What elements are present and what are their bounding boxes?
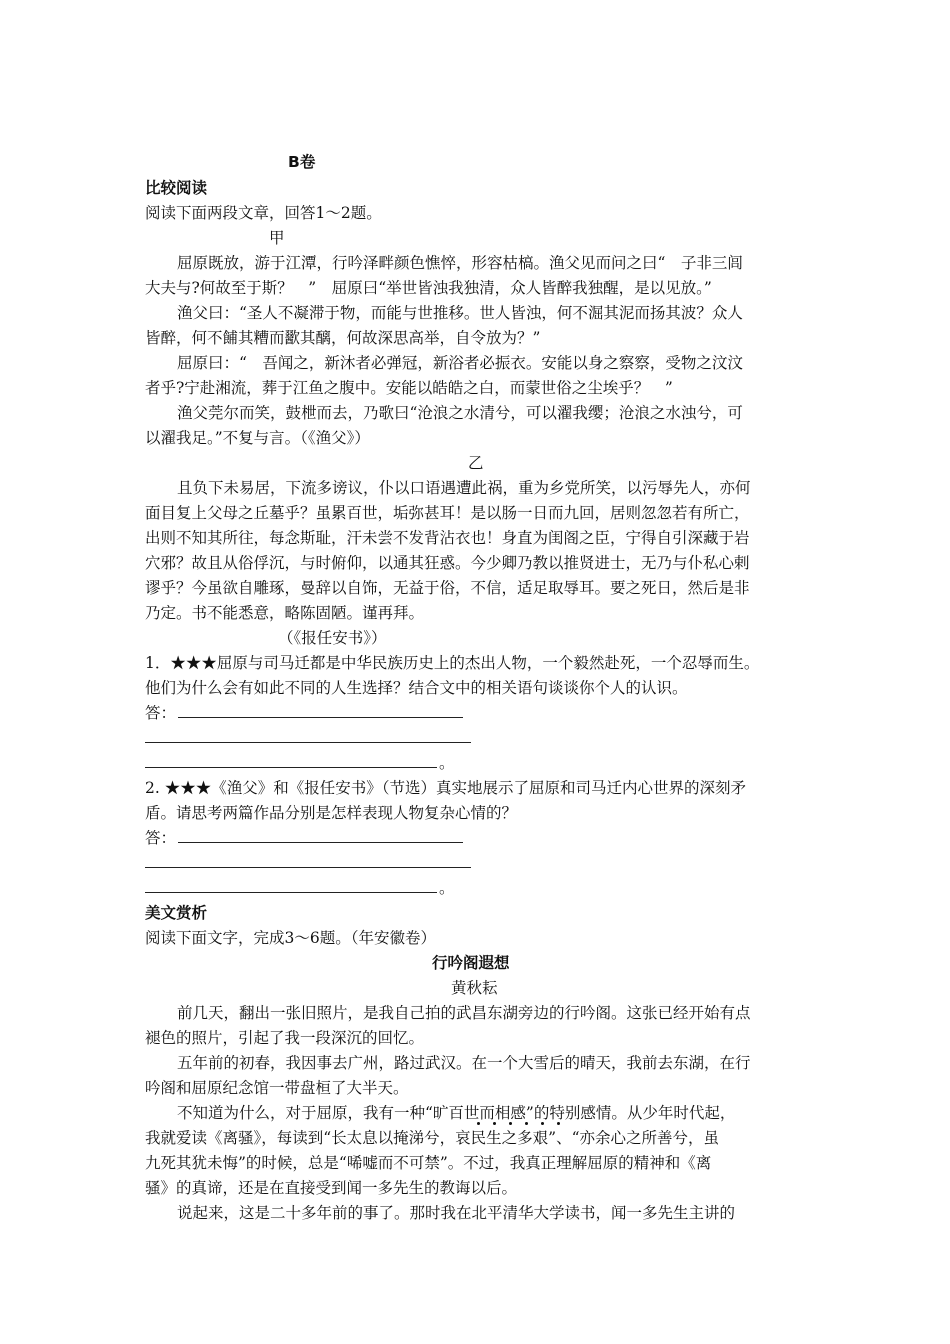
passage-b-label: 乙 bbox=[468, 454, 484, 472]
emphasis-dot bbox=[557, 1122, 560, 1125]
answer-1-line[interactable] bbox=[178, 717, 463, 718]
essay-line: 说起来，这是二十多年前的事了。那时我在北平清华大学读书，闻一多先生主讲的 bbox=[177, 1204, 736, 1222]
passage-b-line: 面目复上父母之丘墓乎？虽累百世，垢弥甚耳！是以肠一日而九回，居则忽忽若有所亡， bbox=[145, 504, 750, 522]
essay-line: 前几天，翻出一张旧照片，是我自己拍的武昌东湖旁边的行吟阁。这张已经开始有点 bbox=[177, 1004, 751, 1022]
passage-b-source: （《报任安书》） bbox=[278, 629, 387, 647]
essay-line: 褪色的照片，引起了我一段深沉的回忆。 bbox=[145, 1029, 425, 1047]
passage-a-line: 大夫与?何故至于斯？ ” 屈原曰“举世皆浊我独清，众人皆醉我独醒，是以见放。” bbox=[145, 279, 712, 297]
answer-1-line[interactable] bbox=[145, 767, 437, 768]
answer-2-line[interactable] bbox=[145, 867, 471, 868]
passage-b-line: 出则不知其所往，每念斯耻，汗未尝不发背沾衣也！身直为闺阁之臣，宁得自引深藏于岩 bbox=[145, 529, 750, 547]
answer-1-line[interactable] bbox=[145, 742, 471, 743]
passage-a-line: 渔父莞尔而笑，鼓枻而去，乃歌曰“沧浪之水清兮，可以濯我缨；沧浪之水浊兮，可 bbox=[177, 404, 743, 422]
emphasis-dot bbox=[477, 1122, 480, 1125]
essay-title: 行吟阁遐想 bbox=[432, 954, 510, 972]
question-1-line: 1．★★★屈原与司马迁都是中华民族历史上的杰出人物，一个毅然赴死，一个忍辱而生。 bbox=[145, 654, 760, 672]
passage-a-line: 以濯我足。”不复与言。（《渔父》） bbox=[145, 429, 370, 447]
essay-line: 五年前的初春，我因事去广州，路过武汉。在一个大雪后的晴天，我前去东湖，在行 bbox=[177, 1054, 751, 1072]
essay-line: 骚》的真谛，还是在直接受到闻一多先生的教诲以后。 bbox=[145, 1179, 518, 1197]
essay-line: 九死其犹未悔”的时候，总是“唏嘘而不可禁”。不过，我真正理解屈原的精神和《离 bbox=[145, 1154, 712, 1172]
passage-a-line: 屈原曰：“ 吾闻之，新沐者必弹冠，新浴者必振衣。安能以身之察察，受物之汶汶 bbox=[177, 354, 743, 372]
question-1-line: 他们为什么会有如此不同的人生选择？结合文中的相关语句谈谈你个人的认识。 bbox=[145, 679, 688, 697]
comparative-reading-heading: 比较阅读 bbox=[145, 179, 208, 197]
answer-2-line[interactable] bbox=[178, 842, 463, 843]
question-2-line: 2. ★★★《渔父》和《报任安书》（节选）真实地展示了屈原和司马迁内心世界的深刻矛 bbox=[145, 779, 746, 797]
essay-line: 不知道为什么，对于屈原，我有一种“旷百世而相感”的特别感情。从少年时代起， bbox=[177, 1104, 736, 1122]
passage-b-line: 且负下未易居，下流多谤议，仆以口语遇遭此祸，重为乡党所笑，以污辱先人，亦何 bbox=[177, 479, 751, 497]
emphasis-dot bbox=[493, 1122, 496, 1125]
answer-2-period: 。 bbox=[439, 879, 455, 897]
appreciation-heading: 美文赏析 bbox=[145, 904, 208, 922]
passage-a-line: 者乎?宁赴湘流，葬于江鱼之腹中。安能以皓皓之白，而蒙世俗之尘埃乎？ ” bbox=[145, 379, 673, 397]
essay-author: 黄秋耘 bbox=[451, 979, 498, 997]
answer-1-label: 答： bbox=[145, 704, 177, 722]
passage-b-line: 乃定。书不能悉意，略陈固陋。谨再拜。 bbox=[145, 604, 425, 622]
essay-line: 吟阁和屈原纪念馆一带盘桓了大半天。 bbox=[145, 1079, 409, 1097]
passage-a-line: 渔父曰：“圣人不凝滞于物，而能与世推移。世人皆浊，何不淈其泥而扬其波？众人 bbox=[177, 304, 743, 322]
passage-a-line: 皆醉，何不餔其糟而歠其醨，何故深思高举，自令放为？” bbox=[145, 329, 541, 347]
emphasis-dot bbox=[541, 1122, 544, 1125]
passage-b-line: 谬乎？今虽欲自雕琢，曼辞以自饰，无益于俗，不信，适足取辱耳。要之死日，然后是非 bbox=[145, 579, 750, 597]
passage-a-label: 甲 bbox=[269, 229, 285, 247]
volume-title: B卷 bbox=[288, 153, 316, 171]
answer-2-label: 答： bbox=[145, 829, 177, 847]
passage-a-line: 屈原既放，游于江潭，行吟泽畔颜色憔悴，形容枯槁。渔父见而问之曰“ 子非三闾 bbox=[177, 254, 743, 272]
comparative-reading-instruction: 阅读下面两段文章，回答1～2题。 bbox=[145, 204, 382, 222]
emphasis-dot bbox=[525, 1122, 528, 1125]
question-2-line: 盾。请思考两篇作品分别是怎样表现人物复杂心情的？ bbox=[145, 804, 518, 822]
passage-b-line: 穴邪？故且从俗俘沉，与时俯仰，以通其狂惑。今少卿乃教以推贤进士，无乃与仆私心剌 bbox=[145, 554, 750, 572]
answer-1-period: 。 bbox=[439, 754, 455, 772]
emphasis-dot bbox=[509, 1122, 512, 1125]
essay-line: 我就爱读《离骚》，每读到“长太息以掩涕兮，哀民生之多艰”、“亦余心之所善兮，虽 bbox=[145, 1129, 720, 1147]
appreciation-instruction: 阅读下面文字，完成3～6题。（年安徽卷） bbox=[145, 929, 436, 947]
answer-2-line[interactable] bbox=[145, 892, 437, 893]
